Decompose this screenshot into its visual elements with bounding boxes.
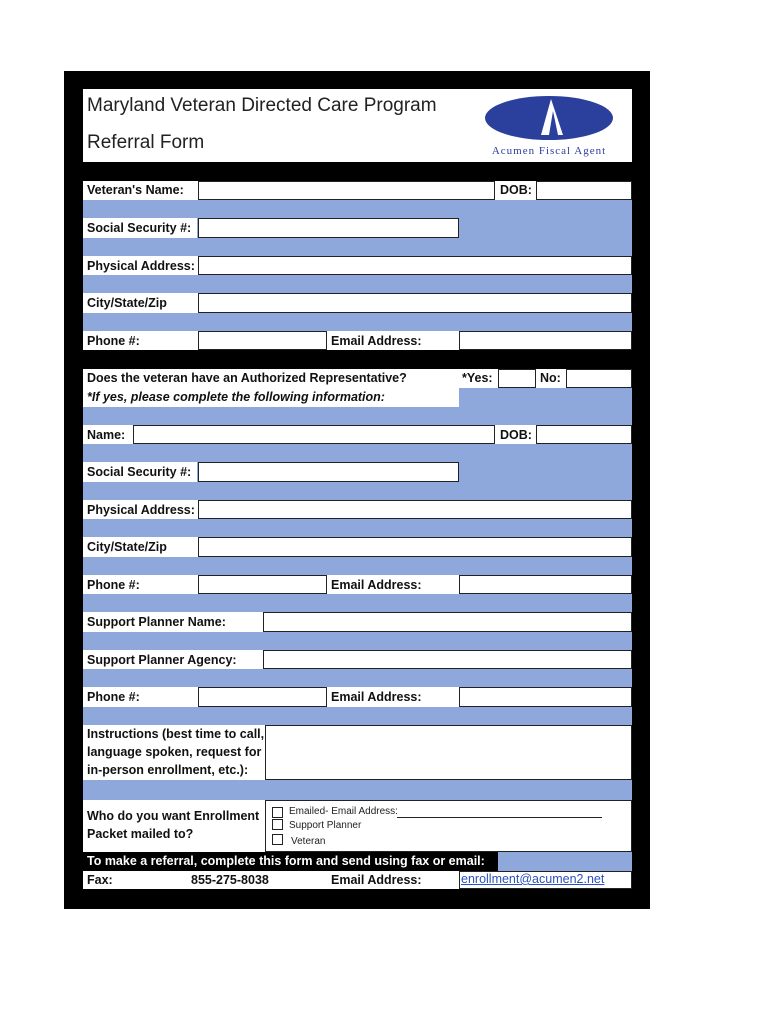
fax-label: Fax:	[87, 873, 113, 887]
emailed-address-line[interactable]	[397, 805, 602, 818]
band	[83, 557, 632, 575]
rep-yes-field[interactable]	[498, 369, 536, 388]
band	[83, 669, 632, 687]
veteran-ssn-label: Social Security #:	[87, 221, 192, 235]
instructions-line2: language spoken, request for	[87, 745, 262, 759]
planner-name-field[interactable]	[263, 612, 632, 632]
form-subtitle: Referral Form	[87, 132, 205, 153]
band	[83, 482, 632, 500]
band	[83, 632, 632, 650]
logo-text: Acumen Fiscal Agent	[491, 145, 607, 157]
planner-email-label: Email Address:	[331, 690, 422, 704]
rep-ssn-label: Social Security #:	[87, 465, 192, 479]
band	[83, 238, 632, 256]
veteran-address-field[interactable]	[198, 256, 632, 275]
veteran-name-label: Veteran's Name:	[87, 183, 184, 197]
footer-instruction: To make a referral, complete this form and send using fax or email:	[87, 854, 485, 868]
emailed-option-label: Emailed- Email Address:	[289, 806, 398, 817]
veteran-dob-label: DOB:	[500, 183, 532, 197]
band	[83, 594, 632, 612]
veteran-phone-field[interactable]	[198, 331, 327, 350]
rep-address-field[interactable]	[198, 500, 632, 519]
planner-agency-label: Support Planner Agency:	[87, 653, 237, 667]
mailing-line1: Who do you want Enrollment	[87, 809, 260, 823]
rep-city-field[interactable]	[198, 537, 632, 557]
planner-checkbox[interactable]	[272, 819, 283, 830]
rep-dob-label: DOB:	[500, 428, 532, 442]
rep-email-field[interactable]	[459, 575, 632, 594]
fax-number: 855-275-8038	[191, 873, 269, 887]
band	[83, 275, 632, 293]
veteran-checkbox[interactable]	[272, 834, 283, 845]
form-header	[83, 89, 632, 162]
rep-no-field[interactable]	[566, 369, 632, 388]
planner-phone-field[interactable]	[198, 687, 327, 707]
veteran-option-label: Veteran	[291, 836, 326, 847]
rep-phone-field[interactable]	[198, 575, 327, 594]
rep-yes-label: *Yes:	[462, 371, 493, 385]
rep-phone-label: Phone #:	[87, 578, 140, 592]
emailed-checkbox[interactable]	[272, 807, 283, 818]
veteran-email-label: Email Address:	[331, 334, 422, 348]
instructions-line1: Instructions (best time to call,	[87, 727, 265, 741]
footer-band	[498, 852, 632, 871]
rep-email-label: Email Address:	[331, 578, 422, 592]
footer-email-label: Email Address:	[331, 873, 422, 887]
veteran-ssn-field[interactable]	[198, 218, 459, 238]
band	[83, 407, 632, 425]
planner-email-field[interactable]	[459, 687, 632, 707]
veteran-city-field[interactable]	[198, 293, 632, 313]
planner-agency-field[interactable]	[263, 650, 632, 669]
rep-no-label: No:	[540, 371, 561, 385]
band	[83, 707, 632, 725]
band	[83, 200, 632, 218]
rep-question-band	[459, 388, 632, 407]
veteran-name-field[interactable]	[198, 181, 495, 200]
band	[83, 444, 632, 462]
rep-name-label: Name:	[87, 428, 126, 442]
mailing-line2: Packet mailed to?	[87, 827, 194, 841]
form-title: Maryland Veteran Directed Care Program	[87, 95, 437, 116]
band	[83, 313, 632, 331]
acumen-logo	[479, 91, 619, 159]
rep-name-field[interactable]	[133, 425, 495, 444]
rep-note: *If yes, please complete the following information:	[87, 390, 385, 404]
veteran-phone-label: Phone #:	[87, 334, 140, 348]
band	[83, 519, 632, 537]
band	[83, 780, 632, 800]
planner-option-label: Support Planner	[289, 820, 362, 831]
rep-question: Does the veteran have an Authorized Representative?	[87, 371, 407, 385]
instructions-field[interactable]	[265, 725, 632, 780]
veteran-email-field[interactable]	[459, 331, 632, 350]
veteran-address-label: Physical Address:	[87, 259, 195, 273]
veteran-city-label: City/State/Zip	[87, 296, 167, 310]
footer-email-link[interactable]: enrollment@acumen2.net	[461, 872, 605, 886]
rep-dob-field[interactable]	[536, 425, 632, 444]
rep-ssn-field[interactable]	[198, 462, 459, 482]
planner-phone-label: Phone #:	[87, 690, 140, 704]
rep-address-label: Physical Address:	[87, 503, 195, 517]
rep-city-label: City/State/Zip	[87, 540, 167, 554]
veteran-dob-field[interactable]	[536, 181, 632, 200]
planner-name-label: Support Planner Name:	[87, 615, 226, 629]
instructions-line3: in-person enrollment, etc.):	[87, 763, 249, 777]
